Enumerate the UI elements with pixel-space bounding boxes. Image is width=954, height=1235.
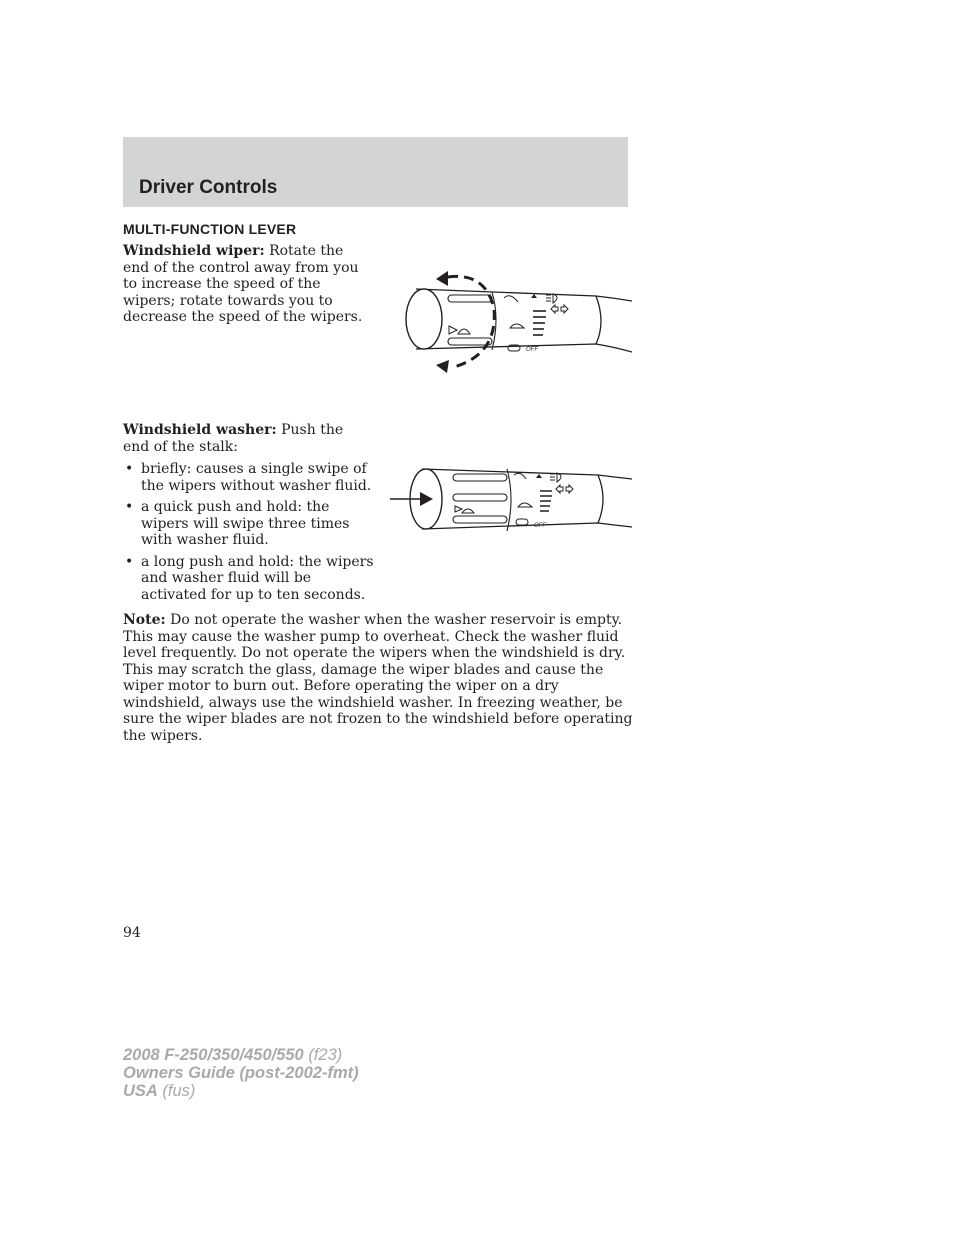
section-title: Driver Controls bbox=[139, 177, 278, 198]
wiper-rotate-figure bbox=[396, 264, 632, 374]
off-label: OFF bbox=[526, 347, 538, 353]
bullet-text: a long push and hold: the wipers and washer fluid will be activated for up to ten seconds. bbox=[141, 553, 374, 603]
list-item: • a long push and hold: the wipers and washer fluid will be activated for up to ten seconds. bbox=[125, 553, 374, 603]
note-label: Note: bbox=[123, 612, 166, 628]
washer-bullet-list bbox=[123, 461, 378, 608]
list-item: • a quick push and hold: the wipers will swipe three times with washer fluid. bbox=[125, 499, 350, 548]
footer-model-code: (f23) bbox=[303, 1046, 343, 1064]
wiper-text: Rotate the end of the control away from you to increase the speed of the wipers; rotate towards you to decrease the speed of the wipers. bbox=[123, 243, 363, 325]
footer-market: USA bbox=[123, 1082, 158, 1100]
note-paragraph bbox=[123, 612, 633, 744]
washer-push-figure bbox=[386, 461, 632, 541]
list-item: • briefly: causes a single swipe of the wipers without washer fluid. bbox=[125, 461, 372, 494]
wiper-paragraph bbox=[123, 243, 373, 326]
page-number: 94 bbox=[123, 925, 141, 941]
subheading: MULTI-FUNCTION LEVER bbox=[123, 221, 297, 237]
washer-text: Push the end of the stalk: bbox=[123, 422, 344, 455]
footer-model: 2008 F-250/350/450/550 bbox=[123, 1046, 304, 1064]
bullet-text: briefly: causes a single swipe of the wipers without washer fluid. bbox=[141, 461, 372, 494]
footer-guide: Owners Guide (post-2002-fmt) bbox=[123, 1064, 359, 1082]
washer-paragraph bbox=[123, 422, 373, 455]
washer-label: Windshield washer: bbox=[123, 422, 277, 438]
rotate-arrows-icon bbox=[436, 271, 494, 373]
turn-signal-icon bbox=[551, 305, 568, 313]
off-label: OFF bbox=[534, 523, 546, 529]
footer-market-code: (fus) bbox=[157, 1082, 196, 1100]
note-text: Do not operate the washer when the washer reservoir is empty. This may cause the washer pump to overheat. Check the washer fluid level frequently. Do not operate the wipers when the windshield is dry. This may scratch the glass, damage the wiper blades and cause the wiper motor to burn out. Before operating the wiper on a dry windshield, always use the windshield washer. In freezing weather, be sure the wiper blades are not frozen to the windshield before operating the wipers. bbox=[123, 612, 633, 744]
washer-icon bbox=[449, 326, 470, 334]
bullet-text: a quick push and hold: the wipers will swipe three times with washer fluid. bbox=[141, 499, 350, 548]
wiper-label: Windshield wiper: bbox=[123, 243, 265, 259]
headlamp-icon bbox=[546, 294, 557, 303]
wiper-icon bbox=[504, 296, 524, 328]
footer bbox=[123, 1046, 359, 1100]
